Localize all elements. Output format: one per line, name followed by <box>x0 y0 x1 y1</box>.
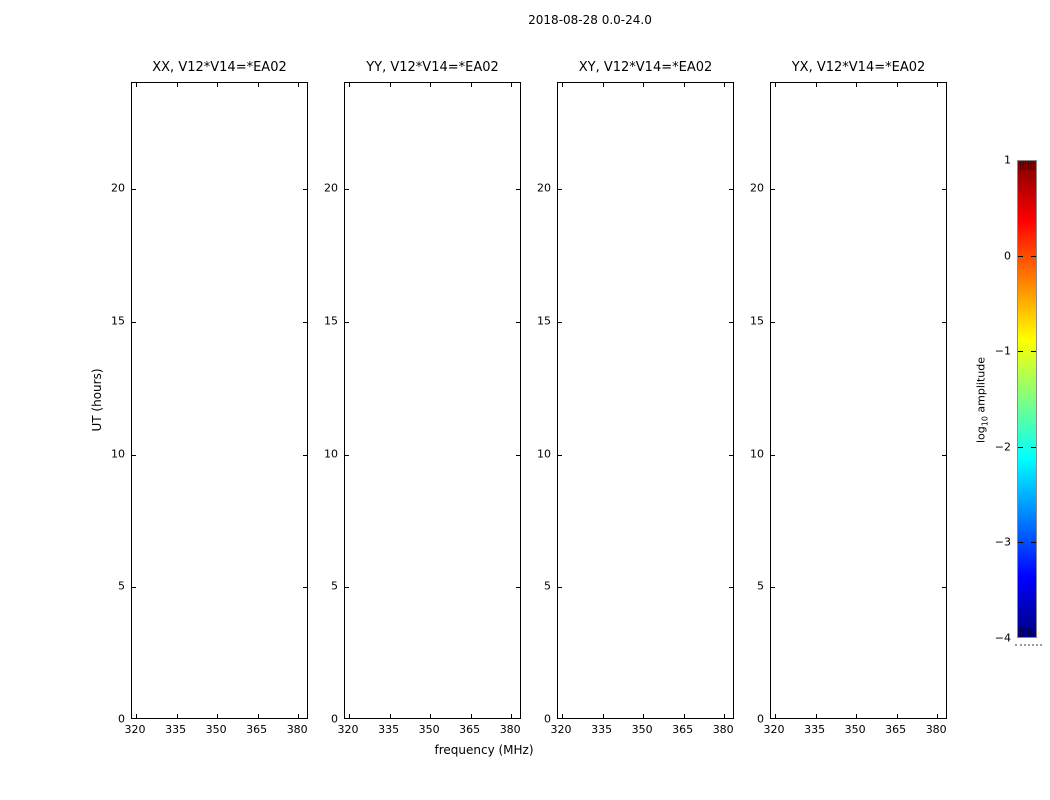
x-tick-mark <box>136 714 137 718</box>
y-tick-mark <box>345 322 349 323</box>
y-tick-label: 10 <box>537 447 551 461</box>
y-tick-mark <box>942 587 946 588</box>
x-tick-mark <box>816 714 817 718</box>
colorbar-tick-mark <box>1031 351 1036 352</box>
y-tick-mark <box>303 587 307 588</box>
colorbar-gradient <box>1017 160 1037 638</box>
x-tick-label: 350 <box>205 723 227 736</box>
x-tick-mark <box>177 83 178 87</box>
y-tick-mark <box>558 189 562 190</box>
x-axis-label: frequency (MHz) <box>434 743 534 757</box>
x-tick-mark <box>390 714 391 718</box>
colorbar-tick-label: −3 <box>994 535 1011 549</box>
plot-area <box>770 82 947 719</box>
x-tick-label: 350 <box>418 723 440 736</box>
colorbar-dotted-edge <box>1015 644 1042 646</box>
x-tick-label: 320 <box>550 723 572 736</box>
x-tick-mark <box>217 83 218 87</box>
y-tick-mark <box>729 587 733 588</box>
y-tick-mark <box>516 587 520 588</box>
x-tick-mark <box>349 714 350 718</box>
y-tick-mark <box>345 189 349 190</box>
y-tick-mark <box>729 455 733 456</box>
y-tick-mark <box>132 322 136 323</box>
y-tick-mark <box>303 455 307 456</box>
colorbar-tick-mark <box>1031 256 1036 257</box>
y-tick-mark <box>132 587 136 588</box>
x-tick-label: 335 <box>378 723 400 736</box>
x-tick-mark <box>258 83 259 87</box>
x-tick-mark <box>724 714 725 718</box>
y-tick-label: 0 <box>331 712 338 726</box>
y-tick-mark <box>558 455 562 456</box>
y-tick-mark <box>516 322 520 323</box>
plot-area <box>131 82 308 719</box>
y-tick-label: 15 <box>324 314 338 328</box>
y-tick-mark <box>771 587 775 588</box>
x-tick-mark <box>603 83 604 87</box>
x-tick-label: 320 <box>763 723 785 736</box>
x-tick-label: 365 <box>246 723 268 736</box>
colorbar-label <box>974 357 989 443</box>
subplot-title: YY, V12*V14=*EA02 <box>366 60 499 75</box>
x-tick-mark <box>258 714 259 718</box>
y-tick-label: 15 <box>537 314 551 328</box>
x-tick-mark <box>643 714 644 718</box>
colorbar-tick-mark <box>1018 542 1023 543</box>
x-tick-mark <box>684 83 685 87</box>
y-tick-mark <box>303 322 307 323</box>
y-tick-mark <box>516 455 520 456</box>
y-tick-label: 5 <box>757 579 764 593</box>
x-tick-mark <box>724 83 725 87</box>
y-tick-mark <box>771 455 775 456</box>
x-tick-label: 380 <box>712 723 734 736</box>
y-tick-mark <box>516 189 520 190</box>
subplot-title: XY, V12*V14=*EA02 <box>578 60 713 75</box>
colorbar-label-subscript: 10 <box>980 416 990 427</box>
x-tick-label: 350 <box>844 723 866 736</box>
colorbar-tick-mark <box>1031 447 1036 448</box>
x-tick-mark <box>349 83 350 87</box>
x-tick-mark <box>643 83 644 87</box>
y-tick-mark <box>558 322 562 323</box>
y-tick-label: 0 <box>544 712 551 726</box>
x-tick-label: 335 <box>804 723 826 736</box>
x-tick-mark <box>430 714 431 718</box>
x-tick-label: 380 <box>925 723 947 736</box>
plot-area <box>344 82 521 719</box>
y-tick-mark <box>303 189 307 190</box>
x-tick-mark <box>816 83 817 87</box>
x-tick-label: 350 <box>631 723 653 736</box>
x-tick-mark <box>897 714 898 718</box>
x-tick-mark <box>471 714 472 718</box>
y-tick-mark <box>771 322 775 323</box>
x-tick-label: 380 <box>499 723 521 736</box>
y-tick-mark <box>942 322 946 323</box>
x-tick-mark <box>471 83 472 87</box>
y-tick-label: 10 <box>324 447 338 461</box>
y-tick-label: 10 <box>111 447 125 461</box>
subplot-title: YX, V12*V14=*EA02 <box>791 60 926 75</box>
colorbar-tick-label: −4 <box>994 631 1011 645</box>
y-tick-mark <box>942 455 946 456</box>
y-axis-label: UT (hours) <box>90 368 104 432</box>
y-tick-mark <box>345 455 349 456</box>
x-tick-mark <box>856 714 857 718</box>
x-tick-mark <box>775 714 776 718</box>
y-tick-mark <box>729 189 733 190</box>
x-tick-label: 320 <box>337 723 359 736</box>
x-tick-mark <box>897 83 898 87</box>
y-tick-label: 5 <box>331 579 338 593</box>
y-tick-label: 15 <box>750 314 764 328</box>
y-tick-mark <box>132 189 136 190</box>
y-tick-mark <box>132 455 136 456</box>
y-tick-label: 20 <box>750 181 764 195</box>
colorbar-tick-mark <box>1031 542 1036 543</box>
y-tick-label: 20 <box>324 181 338 195</box>
x-tick-mark <box>430 83 431 87</box>
x-tick-mark <box>177 714 178 718</box>
subplot-title: XX, V12*V14=*EA02 <box>152 60 287 75</box>
figure-title: 2018-08-28 0.0-24.0 <box>528 13 652 27</box>
y-tick-mark <box>942 189 946 190</box>
x-tick-label: 365 <box>885 723 907 736</box>
x-tick-mark <box>298 714 299 718</box>
x-tick-mark <box>562 714 563 718</box>
subplot-xx <box>111 60 308 736</box>
x-tick-mark <box>217 714 218 718</box>
y-tick-mark <box>729 322 733 323</box>
colorbar-top-hatch <box>1020 162 1034 170</box>
x-tick-mark <box>511 83 512 87</box>
x-tick-label: 335 <box>165 723 187 736</box>
x-tick-label: 365 <box>672 723 694 736</box>
y-tick-mark <box>345 587 349 588</box>
y-tick-label: 0 <box>118 712 125 726</box>
y-tick-label: 20 <box>537 181 551 195</box>
x-tick-label: 380 <box>286 723 308 736</box>
x-tick-label: 335 <box>591 723 613 736</box>
colorbar <box>994 153 1037 645</box>
y-tick-label: 5 <box>118 579 125 593</box>
colorbar-tick-label: −2 <box>994 440 1011 454</box>
y-tick-label: 0 <box>757 712 764 726</box>
x-tick-label: 365 <box>459 723 481 736</box>
x-tick-mark <box>511 714 512 718</box>
y-tick-label: 10 <box>750 447 764 461</box>
x-tick-mark <box>390 83 391 87</box>
x-tick-mark <box>937 83 938 87</box>
y-tick-label: 15 <box>111 314 125 328</box>
x-tick-mark <box>136 83 137 87</box>
colorbar-tick-mark <box>1018 256 1023 257</box>
x-tick-mark <box>684 714 685 718</box>
x-tick-mark <box>298 83 299 87</box>
colorbar-bottom-hatch <box>1020 628 1034 636</box>
x-tick-mark <box>603 714 604 718</box>
x-tick-mark <box>562 83 563 87</box>
colorbar-label-suffix: amplitude <box>974 356 988 417</box>
subplot-xy <box>537 60 734 736</box>
colorbar-tick-label: 1 <box>1004 153 1011 167</box>
x-tick-mark <box>775 83 776 87</box>
plot-area <box>557 82 734 719</box>
colorbar-label-prefix: log <box>974 426 988 444</box>
colorbar-tick-mark <box>1018 351 1023 352</box>
y-tick-mark <box>771 189 775 190</box>
x-tick-mark <box>856 83 857 87</box>
y-tick-label: 5 <box>544 579 551 593</box>
subplot-yx <box>750 60 947 736</box>
x-tick-mark <box>937 714 938 718</box>
y-tick-mark <box>558 587 562 588</box>
colorbar-tick-mark <box>1018 447 1023 448</box>
y-tick-label: 20 <box>111 181 125 195</box>
colorbar-tick-label: 0 <box>1004 249 1011 263</box>
x-tick-label: 320 <box>124 723 146 736</box>
colorbar-tick-label: −1 <box>994 344 1011 358</box>
subplot-yy <box>324 60 521 736</box>
